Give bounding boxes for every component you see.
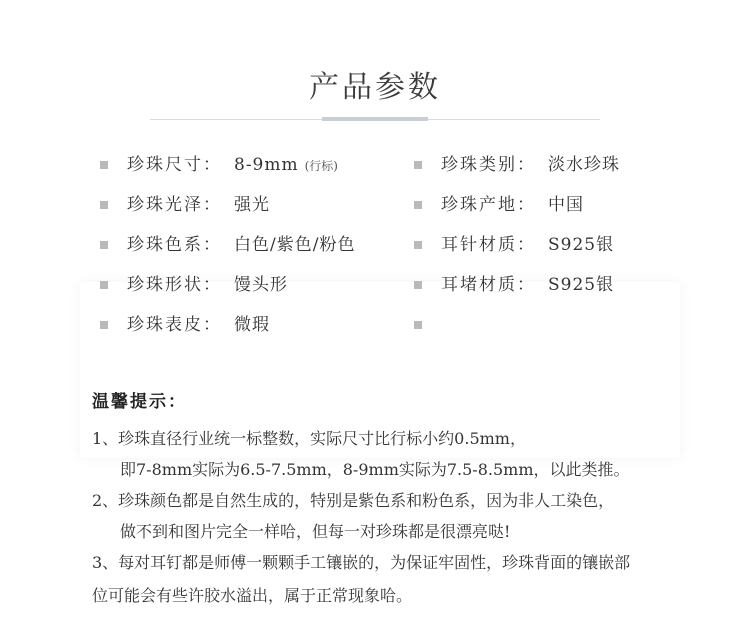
param-value xyxy=(234,153,338,178)
param-label: 珍珠产地： xyxy=(441,195,536,215)
param-label: 耳堵材质： xyxy=(441,275,536,295)
param-value: 中国 xyxy=(548,195,584,215)
param-value: 微瑕 xyxy=(234,315,270,335)
bullet-square-icon xyxy=(414,201,422,209)
bullet-square-icon xyxy=(100,161,108,169)
bullet-square-icon xyxy=(414,321,422,329)
param-value: S925银 xyxy=(548,235,615,255)
bullet-square-icon xyxy=(100,321,108,329)
bullet-square-icon xyxy=(414,241,422,249)
param-label: 耳针材质： xyxy=(441,235,536,255)
param-label: 珍珠尺寸： xyxy=(127,155,222,175)
title-rule-accent xyxy=(322,117,428,121)
param-value: 白色/紫色/粉色 xyxy=(234,235,356,255)
param-label: 珍珠色系： xyxy=(127,235,222,255)
tip-line-1: 1、珍珠直径行业统一标整数，实际尺寸比行标小约0.5mm， xyxy=(92,429,526,448)
tip-line-3: 3、每对耳钉都是师傅一颗颗手工镶嵌的，为保证牢固性，珍珠背面的镶嵌部 xyxy=(92,553,631,572)
title-rule-right xyxy=(428,119,600,120)
param-label: 珍珠形状： xyxy=(127,275,222,295)
param-value: 淡水珍珠 xyxy=(548,155,620,175)
tip-line-2-cont: 做不到和图片完全一样哈，但每一对珍珠都是很漂亮哒! xyxy=(120,522,511,541)
param-value: S925银 xyxy=(548,275,615,295)
title-rule-left xyxy=(150,119,322,120)
param-value-note: (行标) xyxy=(304,159,338,173)
param-value: 馒头形 xyxy=(234,275,288,295)
param-value: 强光 xyxy=(234,195,270,215)
bullet-square-icon xyxy=(100,281,108,289)
param-value-text: 8-9mm xyxy=(234,155,299,175)
param-label: 珍珠表皮： xyxy=(127,315,222,335)
bullet-square-icon xyxy=(414,161,422,169)
bullet-square-icon xyxy=(100,241,108,249)
param-label: 珍珠类别： xyxy=(441,155,536,175)
bullet-square-icon xyxy=(414,281,422,289)
tip-line-3-cont: 位可能会有些许胶水溢出，属于正常现象哈。 xyxy=(92,586,413,605)
tip-line-2: 2、珍珠颜色都是自然生成的，特别是紫色系和粉色系，因为非人工染色， xyxy=(92,491,615,510)
tips-title: 温馨提示： xyxy=(92,392,187,412)
tip-line-1-cont: 即7-8mm实际为6.5-7.5mm，8-9mm实际为7.5-8.5mm，以此类推。 xyxy=(120,460,630,479)
bullet-square-icon xyxy=(100,201,108,209)
param-label: 珍珠光泽： xyxy=(127,195,222,215)
page-title: 产品参数 xyxy=(309,70,441,105)
